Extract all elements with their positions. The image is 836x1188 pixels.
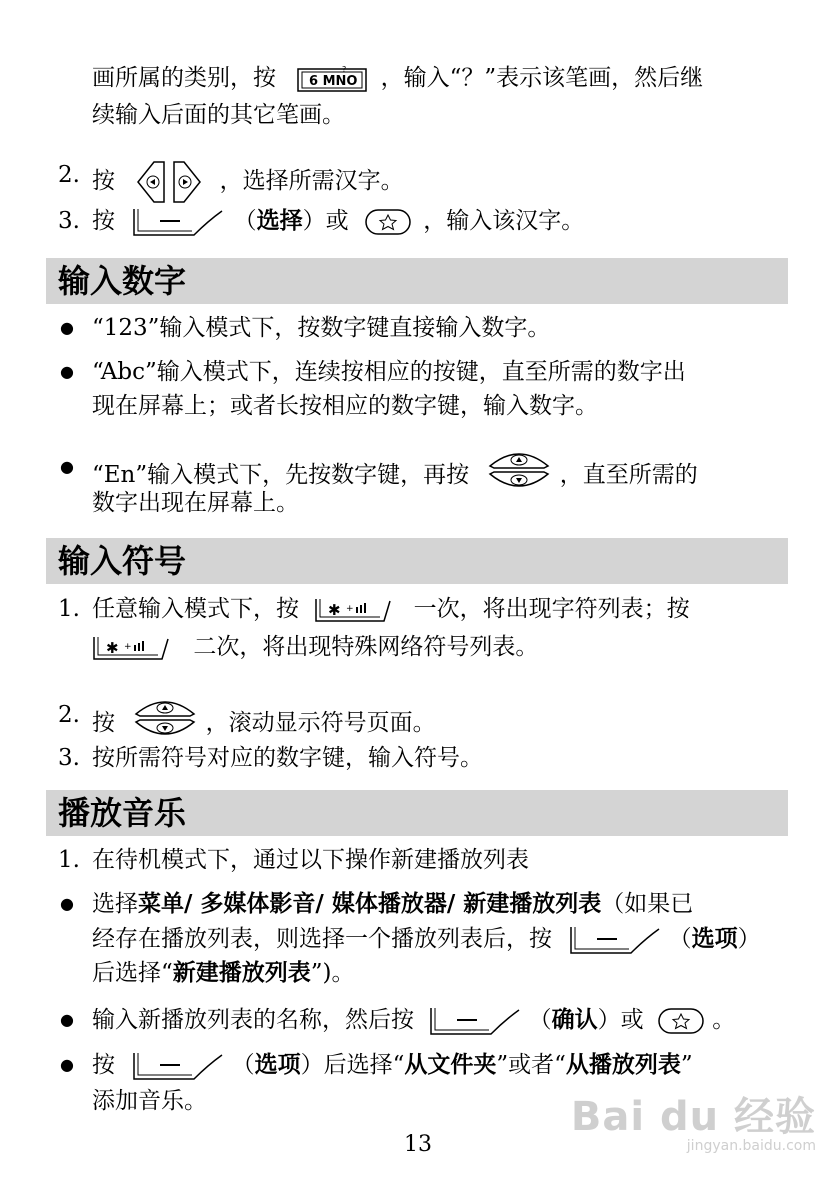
music-bullet-2: 输入新播放列表的名称，然后按 （确认）或 。 [92,1005,735,1036]
numbers-bullet-2a: “Abc”输入模式下，连续按相应的按键，直至所需的数字出 [92,359,686,385]
intro-step-2: 按 ，选择所需汉字。 [92,160,404,204]
bullet-dot: ● [60,318,74,337]
bullet-dot: ● [60,894,74,913]
bullet-dot: ● [60,1010,74,1029]
symbols-step-1b: ✱ + 二次，将出现特殊网络符号列表。 [92,632,538,662]
bullet-dot: ● [60,1055,74,1074]
intro-line-1: 画所属的类别，按 ? 6 MNO ，输入“？”表示该笔画，然后继 [92,65,704,91]
up-down-nav-icon [132,694,198,742]
numbers-bullet-3a: “En”输入模式下，先按数字键，再按 ，直至所需的 [92,452,698,500]
music-bullet-3b: 添加音乐。 [92,1088,207,1114]
numbers-bullet-3b: 数字出现在屏幕上。 [92,490,299,516]
ok-star-key-icon [657,1006,705,1036]
star-key-icon [314,597,392,623]
left-soft-key-icon [569,925,661,955]
section-heading-music: 播放音乐 [46,790,788,836]
symbols-step-3: 按所需符号对应的数字键，输入符号。 [92,745,483,771]
step-number: 2. [58,162,80,188]
svg-text:+: + [124,642,132,652]
music-bullet-1b: 经存在播放列表，则选择一个播放列表后，按 （选项） [92,924,761,955]
numbers-bullet-2b: 现在屏幕上；或者长按相应的数字键，输入数字。 [92,393,598,419]
star-key-icon [92,635,170,661]
intro-line-2: 续输入后面的其它笔画。 [92,102,345,128]
symbols-step-2: 按 ，滚动显示符号页面。 [92,700,436,748]
baidu-watermark-logo: Bai du 经验 jingyan.baidu.com [570,1094,816,1154]
svg-text:6 MNO: 6 MNO [309,74,358,89]
up-down-nav-icon [486,446,552,494]
ok-star-key-icon [364,207,412,237]
section-heading-numbers: 输入数字 [46,258,788,304]
bullet-dot: ● [60,362,74,381]
step-number: 1. [58,596,80,622]
left-right-nav-icon [134,160,204,204]
left-soft-key-icon [132,1051,224,1081]
step-number: 1. [58,847,80,873]
six-mno-key-icon [297,66,367,92]
music-bullet-3a: 按 （选项）后选择“从文件夹”或者“从播放列表” [92,1050,693,1081]
step-number: 3. [58,745,80,771]
left-soft-key-icon [429,1006,521,1036]
menu-path: 菜单/ 多媒体影音/ 媒体播放器/ 新建播放列表 [138,890,602,917]
svg-text:✱: ✱ [106,639,119,657]
step-number: 2. [58,702,80,728]
section-heading-symbols: 输入符号 [46,538,788,584]
left-soft-key-icon [132,207,224,237]
numbers-bullet-1: “123”输入模式下，按数字键直接输入数字。 [92,315,551,341]
music-bullet-1a: 选择菜单/ 多媒体影音/ 媒体播放器/ 新建播放列表（如果已 [92,890,694,917]
bullet-dot: ● [60,457,74,476]
page-number: 13 [404,1132,432,1157]
step-number: 3. [58,208,80,234]
symbols-step-1a: 任意输入模式下，按 ✱ + 一次，将出现字符列表；按 [92,596,690,622]
svg-text:+: + [346,604,354,614]
music-step-1: 在待机模式下，通过以下操作新建播放列表 [92,847,529,873]
svg-text:?: ? [342,66,347,74]
svg-text:✱: ✱ [328,601,341,619]
music-bullet-1c: 后选择“新建播放列表”)。 [92,959,355,986]
intro-step-3: 按 （选择）或 ，输入该汉字。 [92,206,584,237]
